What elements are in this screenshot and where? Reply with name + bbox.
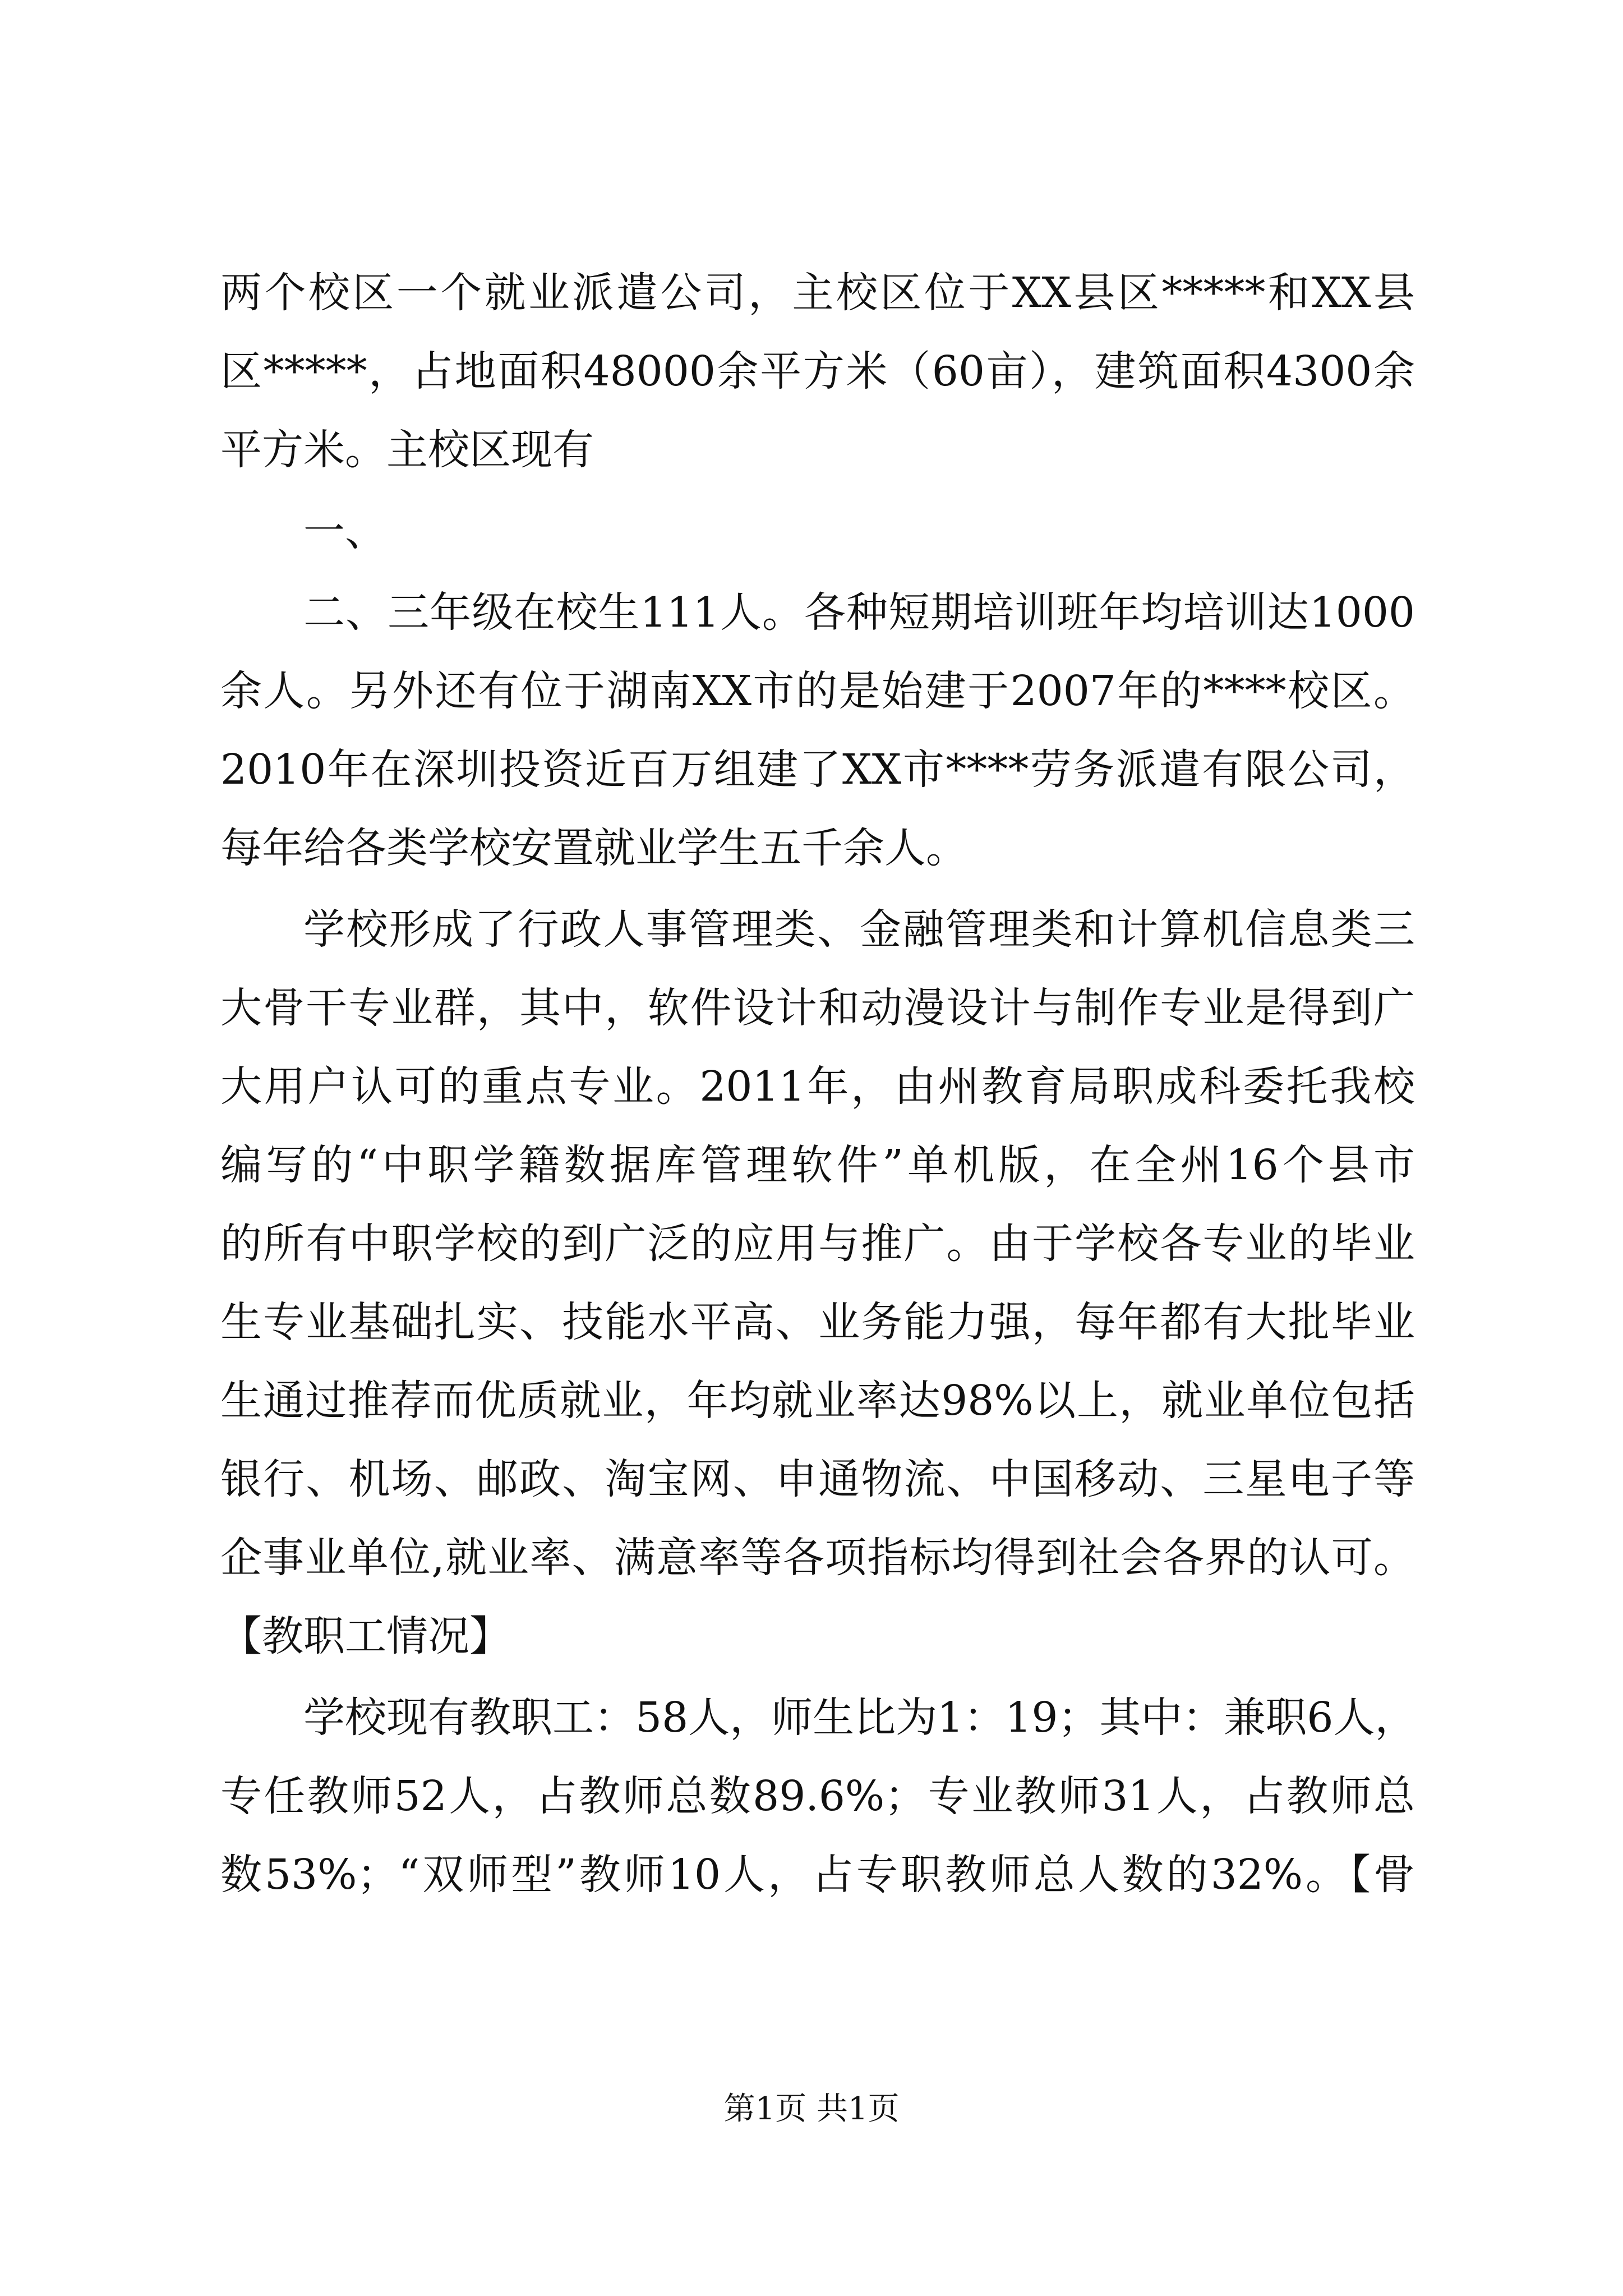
text-line: 生通过推荐而优质就业，年均就业率达98%以上，就业单位包括 (220, 1377, 1415, 1425)
text-line: 二、三年级在校生111人。各种短期培训班年均培训达1000 (303, 588, 1415, 637)
text-line: 平方米。主校区现有 (220, 426, 594, 474)
text-line: 每年给各类学校安置就业学生五千余人。 (220, 824, 967, 872)
text-line: 银行、机场、邮政、淘宝网、申通物流、中国移动、三星电子等 (220, 1455, 1415, 1503)
page-number-footer: 第1页 共1页 (723, 2091, 900, 2127)
text-line: 2010年在深圳投资近百万组建了XX市****劳务派遣有限公司， (220, 746, 1415, 794)
text-line: 的所有中职学校的到广泛的应用与推广。由于学校各专业的毕业 (220, 1220, 1415, 1268)
text-line: 余人。另外还有位于湖南XX市的是始建于2007年的****校区。 (220, 667, 1415, 715)
text-line: 大骨干专业群，其中，软件设计和动漫设计与制作专业是得到广 (220, 984, 1415, 1032)
text-line: 一、 (303, 507, 386, 555)
text-line: 数53%；“双师型”教师10人，占专职教师总人数的32%。【骨 (220, 1851, 1415, 1899)
text-line: 区*****，占地面积48000余平方米（60亩），建筑面积4300余 (220, 347, 1415, 395)
text-line: 企事业单位,就业率、满意率等各项指标均得到社会各界的认可。 (220, 1534, 1415, 1582)
text-line: 专任教师52人，占教师总数89.6%；专业教师31人，占教师总 (220, 1772, 1415, 1820)
text-line: 学校形成了行政人事管理类、金融管理类和计算机信息类三 (303, 905, 1415, 954)
text-line: 大用户认可的重点专业。2011年，由州教育局职成科委托我校 (220, 1062, 1415, 1111)
text-line: 生专业基础扎实、技能水平高、业务能力强，每年都有大批毕业 (220, 1298, 1415, 1346)
text-line: 编写的“中职学籍数据库管理软件”单机版，在全州16个县市 (220, 1141, 1415, 1189)
section-heading: 【教职工情况】 (220, 1612, 511, 1660)
text-line: 两个校区一个就业派遣公司，主校区位于XX县区*****和XX县 (220, 269, 1415, 317)
text-line: 学校现有教职工：58人，师生比为1：19；其中：兼职6人， (303, 1694, 1417, 1742)
